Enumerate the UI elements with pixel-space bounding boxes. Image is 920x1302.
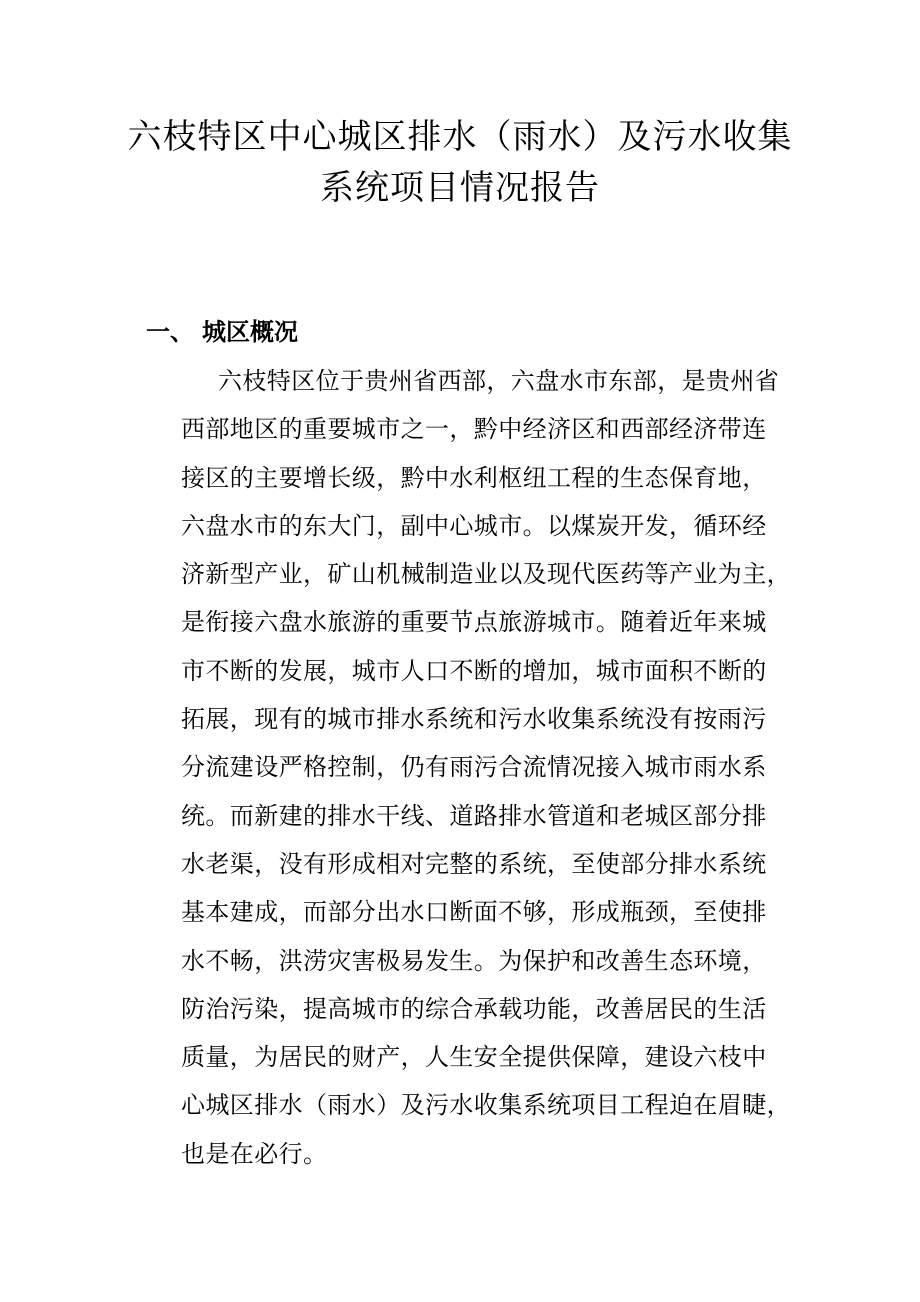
paragraph-line: 质量，为居民的财产，人生安全提供保障，建设六枝中 [181, 1043, 767, 1072]
paragraph-line: 西部地区的重要城市之一，黔中经济区和西部经济带连 [181, 415, 767, 444]
section-heading-text: 城区概况 [202, 317, 298, 346]
title-line-1: 六枝特区中心城区排水（雨水）及污水收集 [127, 117, 793, 157]
paragraph-line: 分流建设严格控制，仍有雨污合流情况接入城市雨水系 [181, 753, 767, 782]
paragraph-line: 是衔接六盘水旅游的重要节点旅游城市。随着近年来城 [181, 608, 767, 637]
paragraph-line: 心城区排水（雨水）及污水收集系统项目工程迫在眉睫， [181, 1091, 791, 1120]
paragraph-line: 基本建成，而部分出水口断面不够，形成瓶颈，至使排 [181, 898, 767, 927]
paragraph-line: 市不断的发展，城市人口不断的增加，城市面积不断的 [181, 656, 767, 685]
title-line-2: 系统项目情况报告 [320, 168, 600, 208]
paragraph-line: 防治污染，提高城市的综合承载功能，改善居民的生活 [181, 994, 767, 1023]
paragraph-line: 济新型产业，矿山机械制造业以及现代医药等产业为主， [181, 560, 791, 589]
paragraph-line: 拓展，现有的城市排水系统和污水收集系统没有按雨污 [181, 705, 767, 734]
paragraph-line: 六盘水市的东大门，副中心城市。以煤炭开发，循环经 [181, 511, 767, 540]
body-paragraph [0, 362, 920, 1183]
section-number: 一、 [146, 317, 194, 346]
section-heading [146, 316, 298, 348]
paragraph-line: 也是在必行。 [181, 1139, 328, 1168]
paragraph-line: 统。而新建的排水干线、道路排水管道和老城区部分排 [181, 801, 767, 830]
paragraph-line: 水不畅，洪涝灾害极易发生。为保护和改善生态环境， [181, 946, 767, 975]
paragraph-line: 接区的主要增长级，黔中水利枢纽工程的生态保育地， [181, 463, 767, 492]
paragraph-line: 水老渠，没有形成相对完整的系统，至使部分排水系统 [181, 849, 767, 878]
document-title [120, 112, 800, 214]
paragraph-line: 六枝特区位于贵州省西部，六盘水市东部，是贵州省 [218, 367, 780, 395]
